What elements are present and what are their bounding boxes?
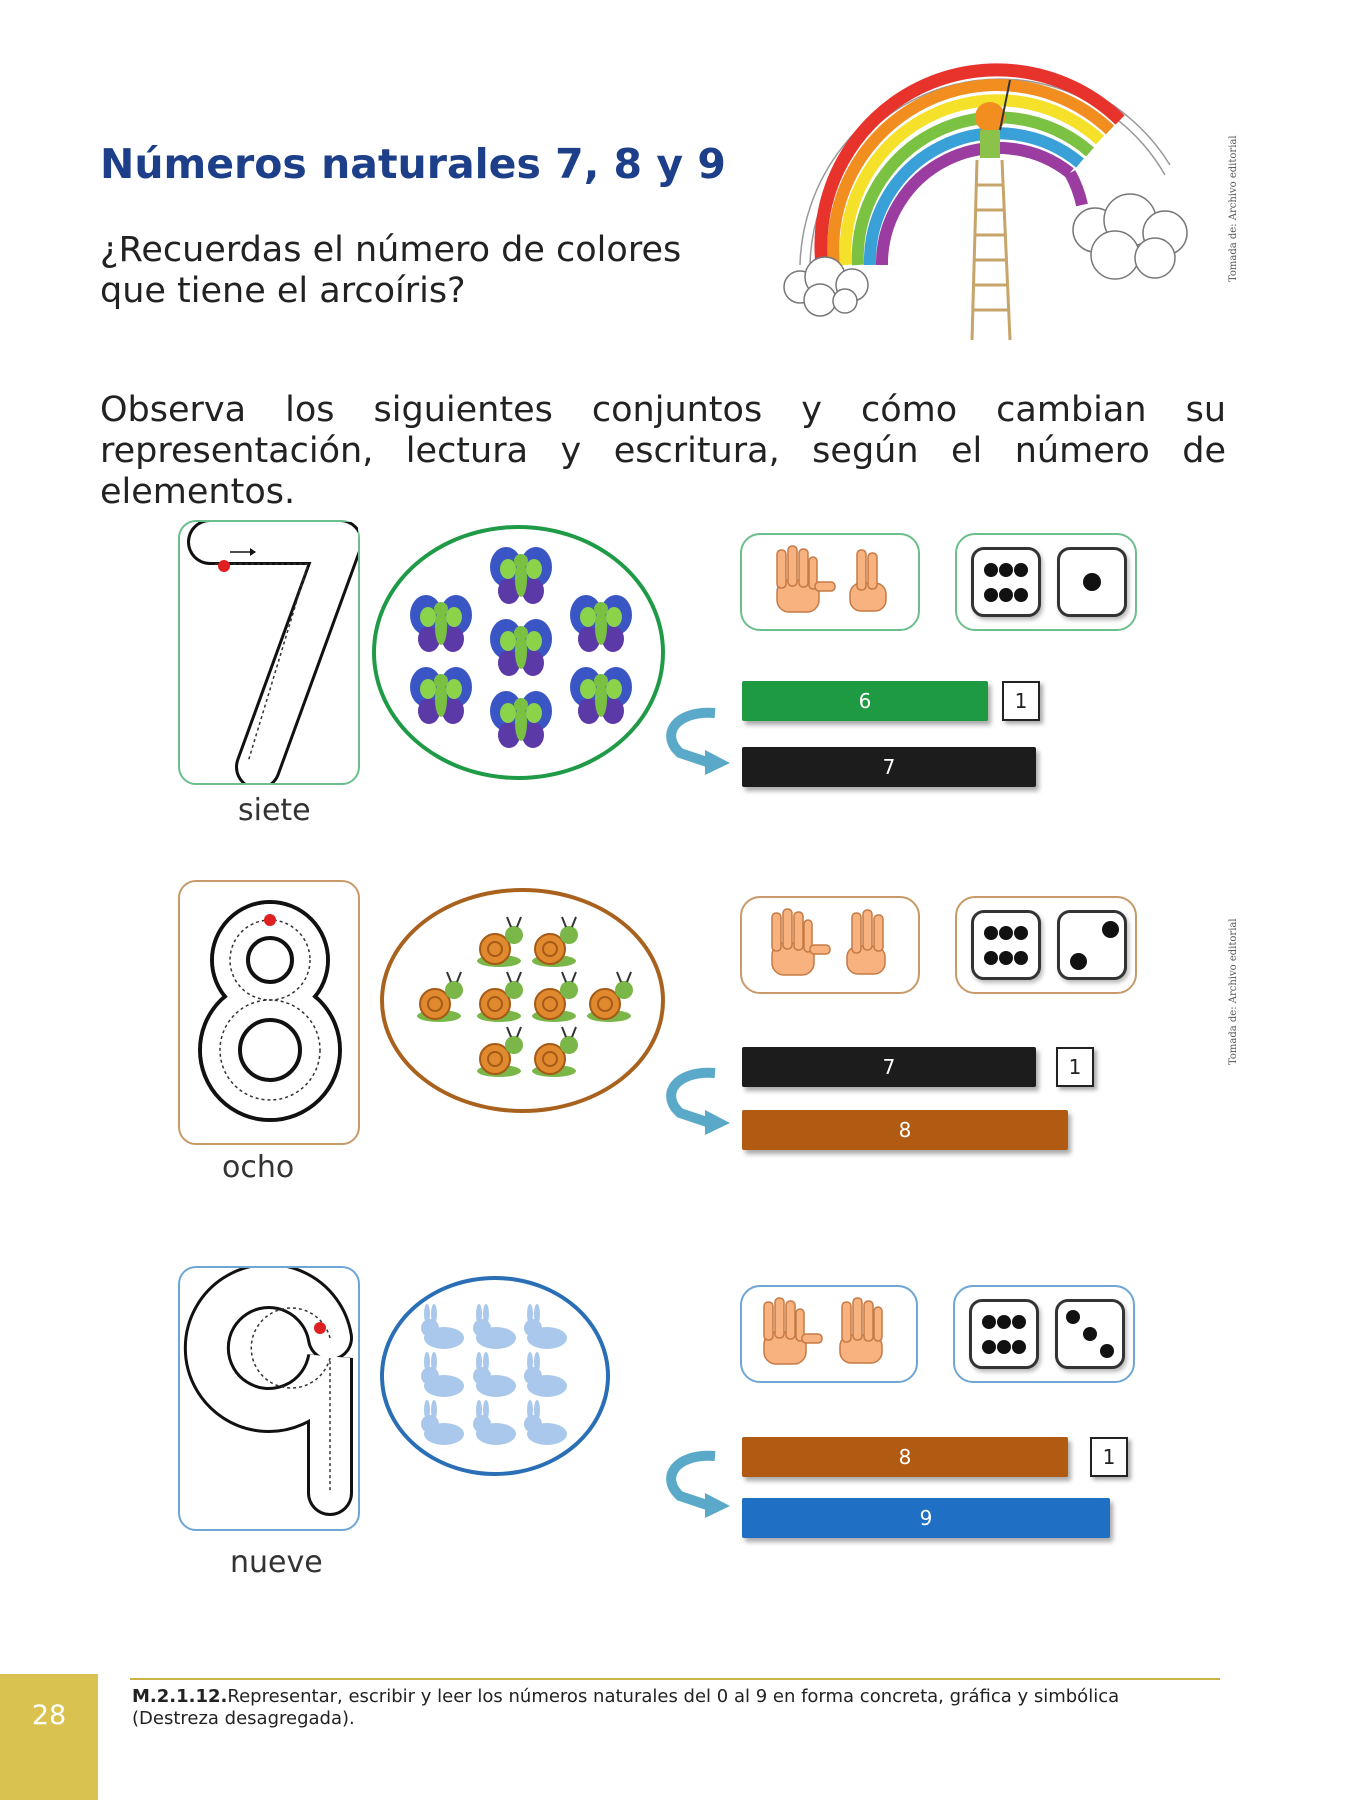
hands-box-7: [740, 533, 920, 631]
rod-9: 9: [742, 1498, 1110, 1538]
page-number-tab: [0, 1674, 98, 1800]
rabbit-icon-group: [384, 1280, 606, 1472]
die-icon-3: [1055, 1299, 1125, 1369]
curved-arrow-icon: [655, 1065, 735, 1137]
curved-arrow-icon: [655, 1448, 735, 1520]
hands-box-9: [740, 1285, 918, 1383]
number-word: ocho: [222, 1150, 295, 1185]
footer-divider: [130, 1678, 1220, 1680]
rod-8: 8: [742, 1437, 1068, 1477]
hands-icon: [742, 1287, 916, 1381]
intro-question: ¿Recuerdas el número de colores que tiene el arcoíris?: [100, 230, 682, 311]
set-rabbits: [380, 1276, 610, 1476]
snail-icon-group: [384, 892, 661, 1109]
number-word: nueve: [230, 1545, 323, 1580]
die-icon-2: [1057, 910, 1127, 980]
unit-cube: 1: [1090, 1437, 1128, 1477]
rod-8: 8: [742, 1110, 1068, 1150]
skill-code: M.2.1.12.: [132, 1686, 228, 1707]
hands-icon: [742, 535, 918, 629]
digit-7-tracing: [180, 522, 358, 783]
die-icon-6: [969, 1299, 1039, 1369]
photo-credit: Tomada de: Archivo editorial: [1228, 918, 1239, 1065]
unit-cube: 1: [1002, 681, 1040, 721]
page-title: Números naturales 7, 8 y 9: [100, 140, 726, 188]
set-butterflies: [372, 525, 665, 780]
dice-box-8: [955, 896, 1137, 994]
instructions: Observa los siguientes conjuntos y cómo cambian su representación, lectura y escritura, según el número de elementos.: [100, 390, 1226, 512]
hands-icon: [742, 898, 918, 992]
digit-8-tracing: [180, 882, 358, 1143]
rod-7: 7: [742, 747, 1036, 787]
digit-card-9: [178, 1266, 360, 1531]
digit-card-8: [178, 880, 360, 1145]
rod-6: 6: [742, 681, 988, 721]
photo-credit: Tomada de: Archivo editorial: [1228, 135, 1239, 282]
dice-box-9: [953, 1285, 1135, 1383]
curved-arrow-icon: [655, 705, 735, 777]
die-icon-6: [971, 547, 1041, 617]
number-word: siete: [238, 793, 311, 828]
die-icon-1: [1057, 547, 1127, 617]
rod-7: 7: [742, 1047, 1036, 1087]
set-snails: [380, 888, 665, 1113]
butterfly-icon-group: [376, 529, 661, 776]
die-icon-6: [971, 910, 1041, 980]
skill-text: Representar, escribir y leer los números naturales del 0 al 9 en forma concreta, gráfica y simbólica (Destreza desagregada).: [132, 1686, 1120, 1729]
page-number: 28: [31, 1700, 67, 1731]
rainbow-illustration: [770, 55, 1210, 345]
hands-box-8: [740, 896, 920, 994]
digit-card-7: [178, 520, 360, 785]
dice-box-7: [955, 533, 1137, 631]
skill-footnote: [132, 1686, 1192, 1730]
digit-9-tracing: [180, 1268, 358, 1529]
unit-cube: 1: [1056, 1047, 1094, 1087]
